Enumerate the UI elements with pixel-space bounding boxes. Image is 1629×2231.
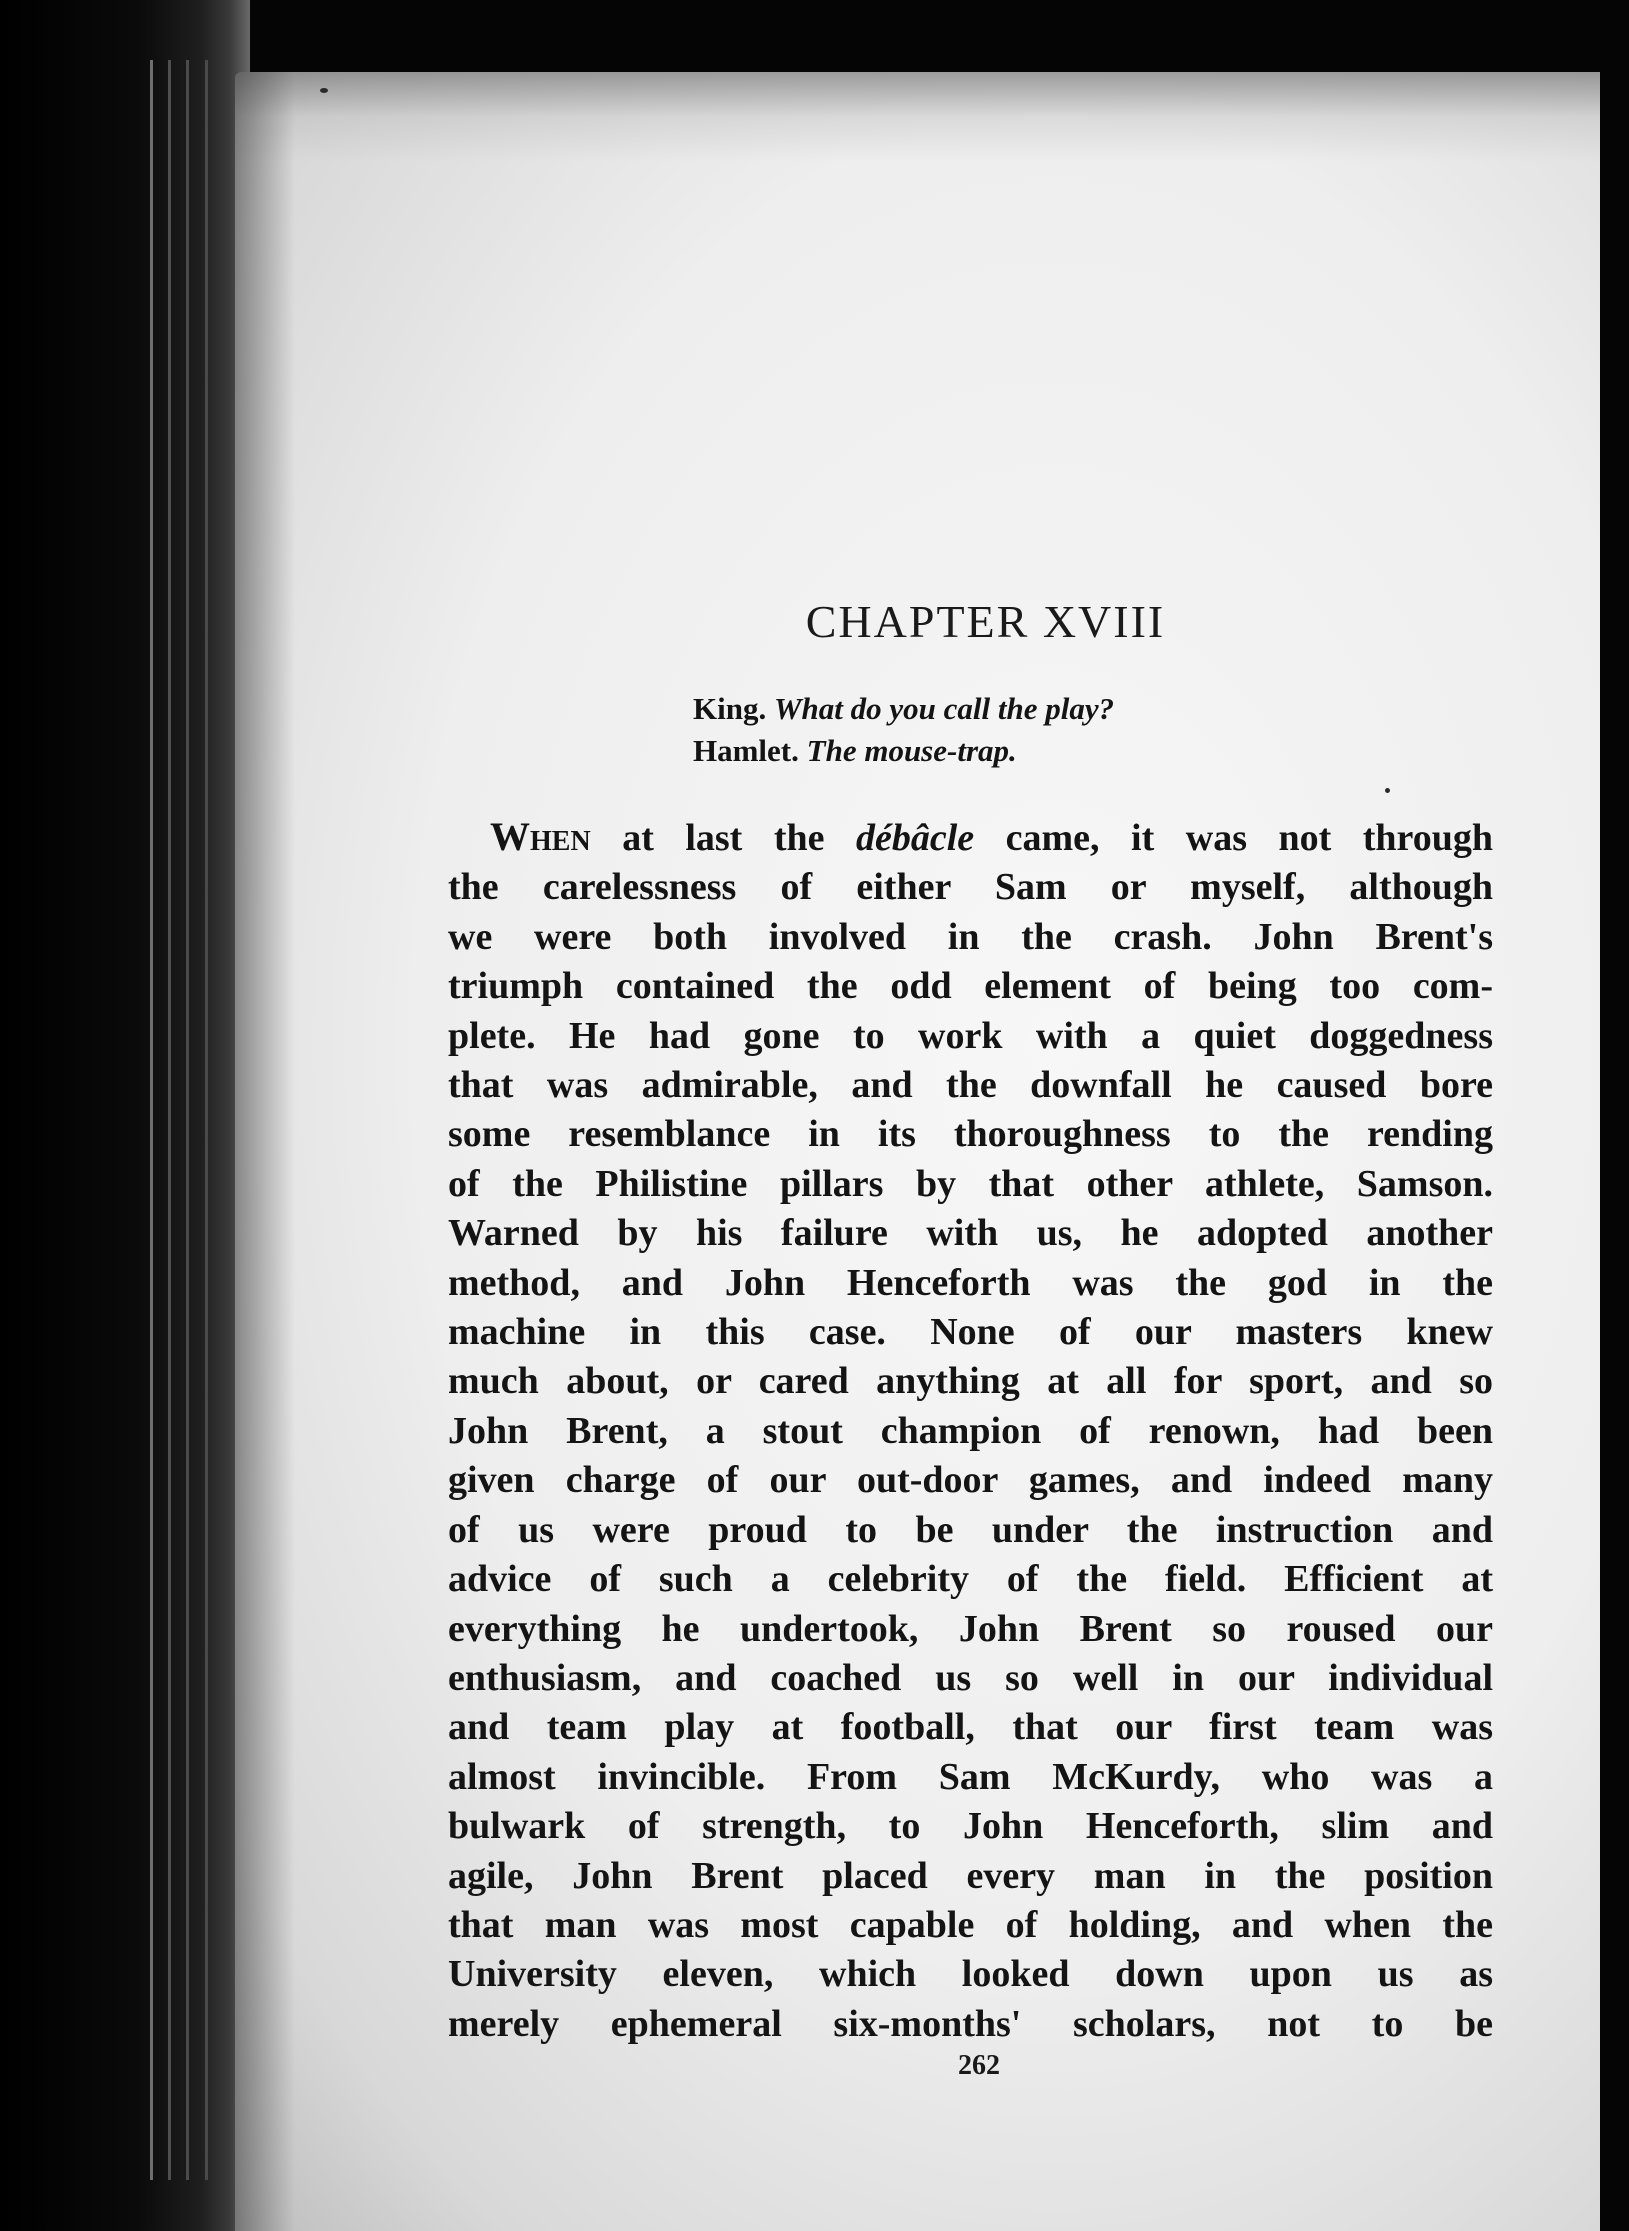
binding-gutter — [0, 0, 250, 2231]
body-line: everything he undertook, John Brent so roused our — [448, 1607, 1493, 1650]
epigraph — [693, 688, 1493, 772]
body-line: agile, John Brent placed every man in the position — [448, 1854, 1493, 1897]
body-line: that was admirable, and the downfall he caused bore — [448, 1064, 1493, 1107]
body-line: enthusiasm, and coached us so well in our individual — [448, 1656, 1493, 1699]
page-left-shadow — [235, 72, 295, 2231]
epigraph-speaker: Hamlet. — [693, 733, 799, 768]
epigraph-speaker: King. — [693, 691, 767, 726]
body-line-part: came, it was not through — [1005, 817, 1493, 859]
page-top-shadow — [235, 72, 1600, 162]
body-line: some resemblance in its thoroughness to the rending — [448, 1113, 1493, 1156]
body-line: given charge of our out-door games, and indeed many — [448, 1459, 1493, 1502]
page-content — [448, 595, 1493, 2049]
body-line: of the Philistine pillars by that other athlete, Samson. — [448, 1162, 1493, 1205]
opening-word: When — [490, 814, 591, 859]
epigraph-line-1 — [693, 688, 1493, 730]
body-line: much about, or cared anything at all for sport, and so — [448, 1360, 1493, 1403]
body-line: the carelessness of either Sam or myself, although — [448, 866, 1493, 909]
body-line: University eleven, which looked down upon us as — [448, 1953, 1493, 1996]
epigraph-line-2 — [693, 730, 1493, 772]
italic-word: débâcle — [856, 817, 975, 859]
body-line: that man was most capable of holding, and when the — [448, 1903, 1493, 1946]
body-line: triumph contained the odd element of being too com- — [448, 965, 1493, 1008]
body-line: Warned by his failure with us, he adopted another — [448, 1212, 1493, 1255]
body-line: bulwark of strength, to John Henceforth, slim and — [448, 1805, 1493, 1848]
body-line — [448, 812, 1493, 863]
body-line: machine in this case. None of our masters knew — [448, 1311, 1493, 1354]
body-line: plete. He had gone to work with a quiet doggedness — [448, 1014, 1493, 1057]
body-line: we were both involved in the crash. John Brent's — [448, 915, 1493, 958]
gutter-edge-line — [205, 60, 208, 2180]
page-number: 262 — [958, 2050, 1000, 2081]
body-line: merely ephemeral six-months' scholars, not to be — [448, 2002, 1493, 2045]
epigraph-quote: What do you call the play? — [773, 691, 1115, 726]
body-line: almost invincible. From Sam McKurdy, who was a — [448, 1755, 1493, 1798]
body-line: advice of such a celebrity of the field. Efficient at — [448, 1558, 1493, 1601]
gutter-edge-line — [150, 60, 153, 2180]
dust-speck — [320, 88, 328, 93]
body-line: John Brent, a stout champion of renown, had been — [448, 1409, 1493, 1452]
gutter-edge-line — [186, 60, 189, 2180]
gutter-edge-line — [168, 60, 171, 2180]
epigraph-quote: The mouse-trap. — [806, 733, 1017, 768]
chapter-title: CHAPTER XVIII — [805, 596, 1166, 647]
body-line: method, and John Henceforth was the god in the — [448, 1261, 1493, 1304]
body-paragraph — [448, 812, 1493, 2049]
body-line: and team play at football, that our first team was — [448, 1706, 1493, 1749]
body-line-part: at last the — [622, 817, 825, 859]
body-line: of us were proud to be under the instruction and — [448, 1508, 1493, 1551]
